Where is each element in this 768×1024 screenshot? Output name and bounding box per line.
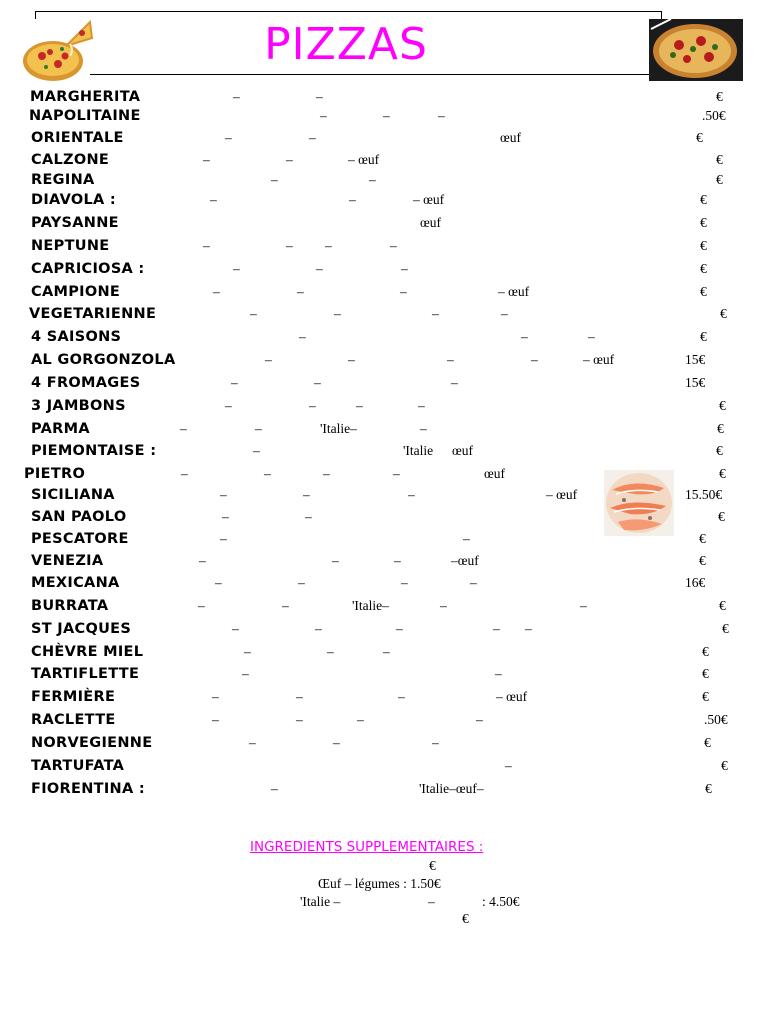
supplements-title: INGREDIENTS SUPPLEMENTAIRES : bbox=[250, 839, 484, 855]
ingredient-fragment: – bbox=[220, 487, 227, 502]
pizza-name: SICILIANA bbox=[31, 487, 115, 503]
pizza-name: CHÈVRE MIEL bbox=[31, 644, 144, 660]
pizza-price: € bbox=[720, 306, 727, 321]
ingredient-fragment: – œuf bbox=[546, 487, 578, 502]
ingredient-fragment: – bbox=[320, 108, 327, 123]
ingredient-fragment: – bbox=[225, 130, 232, 145]
ingredient-fragment: – bbox=[242, 666, 249, 681]
ingredient-fragment: – bbox=[233, 89, 240, 104]
pizza-name: FERMIÈRE bbox=[31, 689, 116, 705]
pizza-name: CAMPIONE bbox=[31, 284, 121, 300]
supplements-line: 'Italie – bbox=[300, 894, 341, 909]
pizza-name: MARGHERITA bbox=[30, 89, 141, 105]
ingredient-fragment: – bbox=[232, 621, 239, 636]
ingredient-fragment: 'Italie– bbox=[352, 598, 389, 613]
menu-row bbox=[0, 710, 768, 730]
pizza-name: SAN PAOLO bbox=[31, 509, 127, 525]
ingredient-fragment: – bbox=[580, 598, 587, 613]
ingredient-fragment: – bbox=[213, 284, 220, 299]
menu-row bbox=[0, 779, 768, 799]
ingredient-fragment: – bbox=[495, 666, 502, 681]
ingredient-fragment: – bbox=[203, 238, 210, 253]
ingredient-fragment: – bbox=[505, 758, 512, 773]
header-frame-bottom bbox=[90, 74, 662, 75]
pizza-price: € bbox=[716, 443, 723, 458]
ingredient-fragment: – bbox=[369, 172, 376, 187]
menu-row bbox=[0, 396, 768, 416]
menu-row bbox=[0, 464, 768, 484]
menu-row bbox=[0, 596, 768, 616]
header-frame-right bbox=[661, 11, 662, 19]
menu-row bbox=[0, 150, 768, 170]
ingredient-fragment: – bbox=[432, 735, 439, 750]
menu-row bbox=[0, 529, 768, 549]
ingredient-fragment: – bbox=[212, 689, 219, 704]
pizza-name: TARTUFATA bbox=[31, 758, 125, 774]
ingredient-fragment: – bbox=[264, 466, 271, 481]
ingredient-fragment: – bbox=[348, 352, 355, 367]
ingredient-fragment: – œuf bbox=[496, 689, 528, 704]
pizza-name: TARTIFLETTE bbox=[31, 666, 140, 682]
pizza-price: € bbox=[700, 238, 707, 253]
pizza-price: .50€ bbox=[702, 108, 726, 123]
ingredient-fragment: – bbox=[298, 575, 305, 590]
ingredient-fragment: – bbox=[401, 575, 408, 590]
ingredient-fragment: – bbox=[225, 398, 232, 413]
ingredient-fragment: – bbox=[271, 172, 278, 187]
ingredient-fragment: – bbox=[463, 531, 470, 546]
page-title: PIZZAS bbox=[264, 19, 428, 70]
ingredient-fragment: – bbox=[215, 575, 222, 590]
ingredient-fragment: – bbox=[203, 152, 210, 167]
ingredient-fragment: – bbox=[588, 329, 595, 344]
menu-row bbox=[0, 87, 768, 107]
ingredient-fragment: – œuf bbox=[498, 284, 530, 299]
ingredient-fragment: – bbox=[383, 644, 390, 659]
ingredient-fragment: – bbox=[396, 621, 403, 636]
ingredient-fragment: – bbox=[493, 621, 500, 636]
menu-row bbox=[0, 259, 768, 279]
ingredient-fragment: – bbox=[440, 598, 447, 613]
pizza-name: NAPOLITAINE bbox=[29, 108, 141, 124]
ingredient-fragment: – bbox=[286, 238, 293, 253]
pizza-name: REGINA bbox=[31, 172, 95, 188]
ingredient-fragment: – bbox=[451, 375, 458, 390]
ingredient-fragment: 'Italie–œuf– bbox=[419, 781, 484, 796]
pizza-name: FIORENTINA : bbox=[31, 781, 145, 797]
ingredient-fragment: – œuf bbox=[583, 352, 615, 367]
ingredient-fragment: – bbox=[297, 284, 304, 299]
ingredient-fragment: – bbox=[181, 466, 188, 481]
ingredient-fragment: – bbox=[438, 108, 445, 123]
pizza-name: RACLETTE bbox=[31, 712, 116, 728]
ingredient-fragment: – bbox=[398, 689, 405, 704]
ingredient-fragment: – bbox=[180, 421, 187, 436]
ingredient-fragment: – bbox=[327, 644, 334, 659]
ingredient-fragment: œuf bbox=[500, 130, 521, 145]
ingredient-fragment: œuf bbox=[484, 466, 505, 481]
pizza-price: .50€ bbox=[704, 712, 728, 727]
pizza-price: € bbox=[716, 172, 723, 187]
ingredient-fragment: – bbox=[356, 398, 363, 413]
pizza-price: € bbox=[700, 192, 707, 207]
ingredient-fragment: – bbox=[521, 329, 528, 344]
ingredient-fragment: – bbox=[210, 192, 217, 207]
pizza-name: PIETRO bbox=[24, 466, 86, 482]
pizza-price: € bbox=[722, 621, 729, 636]
pizza-price: € bbox=[719, 466, 726, 481]
menu-row bbox=[0, 106, 768, 126]
ingredient-fragment: – bbox=[408, 487, 415, 502]
pizza-name: NORVEGIENNE bbox=[31, 735, 153, 751]
ingredient-fragment: – bbox=[253, 443, 260, 458]
pizza-name: DIAVOLA : bbox=[31, 192, 116, 208]
ingredient-fragment: – bbox=[220, 531, 227, 546]
ingredient-fragment: – bbox=[314, 375, 321, 390]
pizza-name: PESCATORE bbox=[31, 531, 129, 547]
ingredient-fragment: – bbox=[316, 261, 323, 276]
ingredient-fragment: œuf bbox=[420, 215, 441, 230]
pizza-name: ST JACQUES bbox=[31, 621, 132, 637]
ingredient-fragment: – bbox=[525, 621, 532, 636]
pizza-name: AL GORGONZOLA bbox=[31, 352, 176, 368]
header-frame-top bbox=[35, 11, 662, 12]
ingredient-fragment: – bbox=[325, 238, 332, 253]
ingredient-fragment: – œuf bbox=[348, 152, 380, 167]
pizza-name: MEXICANA bbox=[31, 575, 120, 591]
ingredient-fragment: œuf bbox=[452, 443, 473, 458]
ingredient-fragment: – bbox=[332, 553, 339, 568]
menu-row bbox=[0, 373, 768, 393]
ingredient-fragment: – bbox=[390, 238, 397, 253]
ingredient-fragment: – bbox=[199, 553, 206, 568]
menu-row bbox=[0, 213, 768, 233]
ingredient-fragment: – œuf bbox=[413, 192, 445, 207]
pizza-price: € bbox=[717, 421, 724, 436]
menu-row bbox=[0, 619, 768, 639]
pizza-price: € bbox=[700, 215, 707, 230]
menu-row bbox=[0, 236, 768, 256]
ingredient-fragment: – bbox=[315, 621, 322, 636]
menu-row bbox=[0, 642, 768, 662]
ingredient-fragment: – bbox=[334, 306, 341, 321]
menu-row bbox=[0, 327, 768, 347]
ingredient-fragment: – bbox=[212, 712, 219, 727]
menu-row bbox=[0, 170, 768, 190]
ingredient-fragment: – bbox=[250, 306, 257, 321]
pizza-price: € bbox=[704, 735, 711, 750]
ingredient-fragment: – bbox=[309, 398, 316, 413]
ingredient-fragment: – bbox=[349, 192, 356, 207]
pizza-name: 3 JAMBONS bbox=[31, 398, 126, 414]
pizza-price: € bbox=[702, 644, 709, 659]
ingredient-fragment: – bbox=[222, 509, 229, 524]
supplements-line: € bbox=[462, 911, 469, 926]
ingredient-fragment: – bbox=[265, 352, 272, 367]
menu-row bbox=[0, 756, 768, 776]
pizza-name: ORIENTALE bbox=[31, 130, 124, 146]
ingredient-fragment: – bbox=[420, 421, 427, 436]
menu-row bbox=[0, 507, 768, 527]
supplements-line: € bbox=[429, 858, 436, 873]
pizza-name: PIEMONTAISE : bbox=[31, 443, 157, 459]
ingredient-fragment: – bbox=[296, 712, 303, 727]
pizza-name: CAPRICIOSA : bbox=[31, 261, 145, 277]
pizza-price: € bbox=[700, 329, 707, 344]
supplements-line: – bbox=[428, 894, 435, 909]
ingredient-fragment: – bbox=[501, 306, 508, 321]
ingredient-fragment: 'Italie– bbox=[320, 421, 357, 436]
pizza-price: 15€ bbox=[685, 352, 706, 367]
pizza-price: € bbox=[702, 666, 709, 681]
ingredient-fragment: – bbox=[401, 261, 408, 276]
menu-row bbox=[0, 664, 768, 684]
menu-row bbox=[0, 551, 768, 571]
ingredient-fragment: – bbox=[447, 352, 454, 367]
ingredient-fragment: 'Italie bbox=[403, 443, 434, 458]
pizza-price: € bbox=[721, 758, 728, 773]
pizza-price: € bbox=[699, 531, 706, 546]
ingredient-fragment: –œuf bbox=[451, 553, 479, 568]
ingredient-fragment: – bbox=[286, 152, 293, 167]
ingredient-fragment: – bbox=[383, 108, 390, 123]
ingredient-fragment: – bbox=[418, 398, 425, 413]
pizza-price: € bbox=[700, 284, 707, 299]
ingredient-fragment: – bbox=[231, 375, 238, 390]
pizza-price: 16€ bbox=[685, 575, 706, 590]
supplements-line: : 4.50€ bbox=[482, 894, 520, 909]
ingredient-fragment: – bbox=[249, 735, 256, 750]
pizza-name: VEGETARIENNE bbox=[29, 306, 157, 322]
menu-row bbox=[0, 282, 768, 302]
ingredient-fragment: – bbox=[305, 509, 312, 524]
pizza-name: 4 FROMAGES bbox=[31, 375, 141, 391]
ingredient-fragment: – bbox=[309, 130, 316, 145]
ingredient-fragment: – bbox=[316, 89, 323, 104]
menu-row bbox=[0, 128, 768, 148]
pizza-price: € bbox=[696, 130, 703, 145]
pizza-name: NEPTUNE bbox=[31, 238, 110, 254]
pizza-price: € bbox=[716, 152, 723, 167]
pizza-name: CALZONE bbox=[31, 152, 110, 168]
pizza-name: VENEZIA bbox=[31, 553, 104, 569]
menu-row bbox=[0, 573, 768, 593]
menu-row bbox=[0, 419, 768, 439]
ingredient-fragment: – bbox=[470, 575, 477, 590]
pizza-slice-icon bbox=[20, 16, 94, 84]
menu-row bbox=[0, 350, 768, 370]
supplements-line: Œuf – légumes : 1.50€ bbox=[318, 876, 441, 891]
pizza-name: BURRATA bbox=[31, 598, 109, 614]
ingredient-fragment: – bbox=[531, 352, 538, 367]
pizza-price: € bbox=[702, 689, 709, 704]
menu-row bbox=[0, 485, 768, 505]
ingredient-fragment: – bbox=[233, 261, 240, 276]
ingredient-fragment: – bbox=[393, 466, 400, 481]
menu-row bbox=[0, 190, 768, 210]
ingredient-fragment: – bbox=[303, 487, 310, 502]
ingredient-fragment: – bbox=[357, 712, 364, 727]
ingredient-fragment: – bbox=[400, 284, 407, 299]
pizza-photo-icon bbox=[649, 19, 743, 81]
ingredient-fragment: – bbox=[432, 306, 439, 321]
ingredient-fragment: – bbox=[476, 712, 483, 727]
pizza-price: € bbox=[699, 553, 706, 568]
pizza-price: € bbox=[719, 398, 726, 413]
menu-row bbox=[0, 304, 768, 324]
pizza-price: € bbox=[718, 509, 725, 524]
ingredient-fragment: – bbox=[394, 553, 401, 568]
pizza-price: € bbox=[705, 781, 712, 796]
ingredient-fragment: – bbox=[299, 329, 306, 344]
pizza-price: 15.50€ bbox=[685, 487, 723, 502]
ingredient-fragment: – bbox=[271, 781, 278, 796]
pizza-price: € bbox=[700, 261, 707, 276]
pizza-price: 15€ bbox=[685, 375, 706, 390]
pizza-name: PAYSANNE bbox=[31, 215, 119, 231]
menu-row bbox=[0, 441, 768, 461]
pizza-name: PARMA bbox=[31, 421, 90, 437]
ingredient-fragment: – bbox=[198, 598, 205, 613]
ingredient-fragment: – bbox=[282, 598, 289, 613]
ingredient-fragment: – bbox=[244, 644, 251, 659]
pizza-price: € bbox=[716, 89, 723, 104]
menu-row bbox=[0, 733, 768, 753]
pizza-name: 4 SAISONS bbox=[31, 329, 122, 345]
ingredient-fragment: – bbox=[255, 421, 262, 436]
menu-row bbox=[0, 687, 768, 707]
pizza-price: € bbox=[719, 598, 726, 613]
ingredient-fragment: – bbox=[323, 466, 330, 481]
ingredient-fragment: – bbox=[333, 735, 340, 750]
ingredient-fragment: – bbox=[296, 689, 303, 704]
